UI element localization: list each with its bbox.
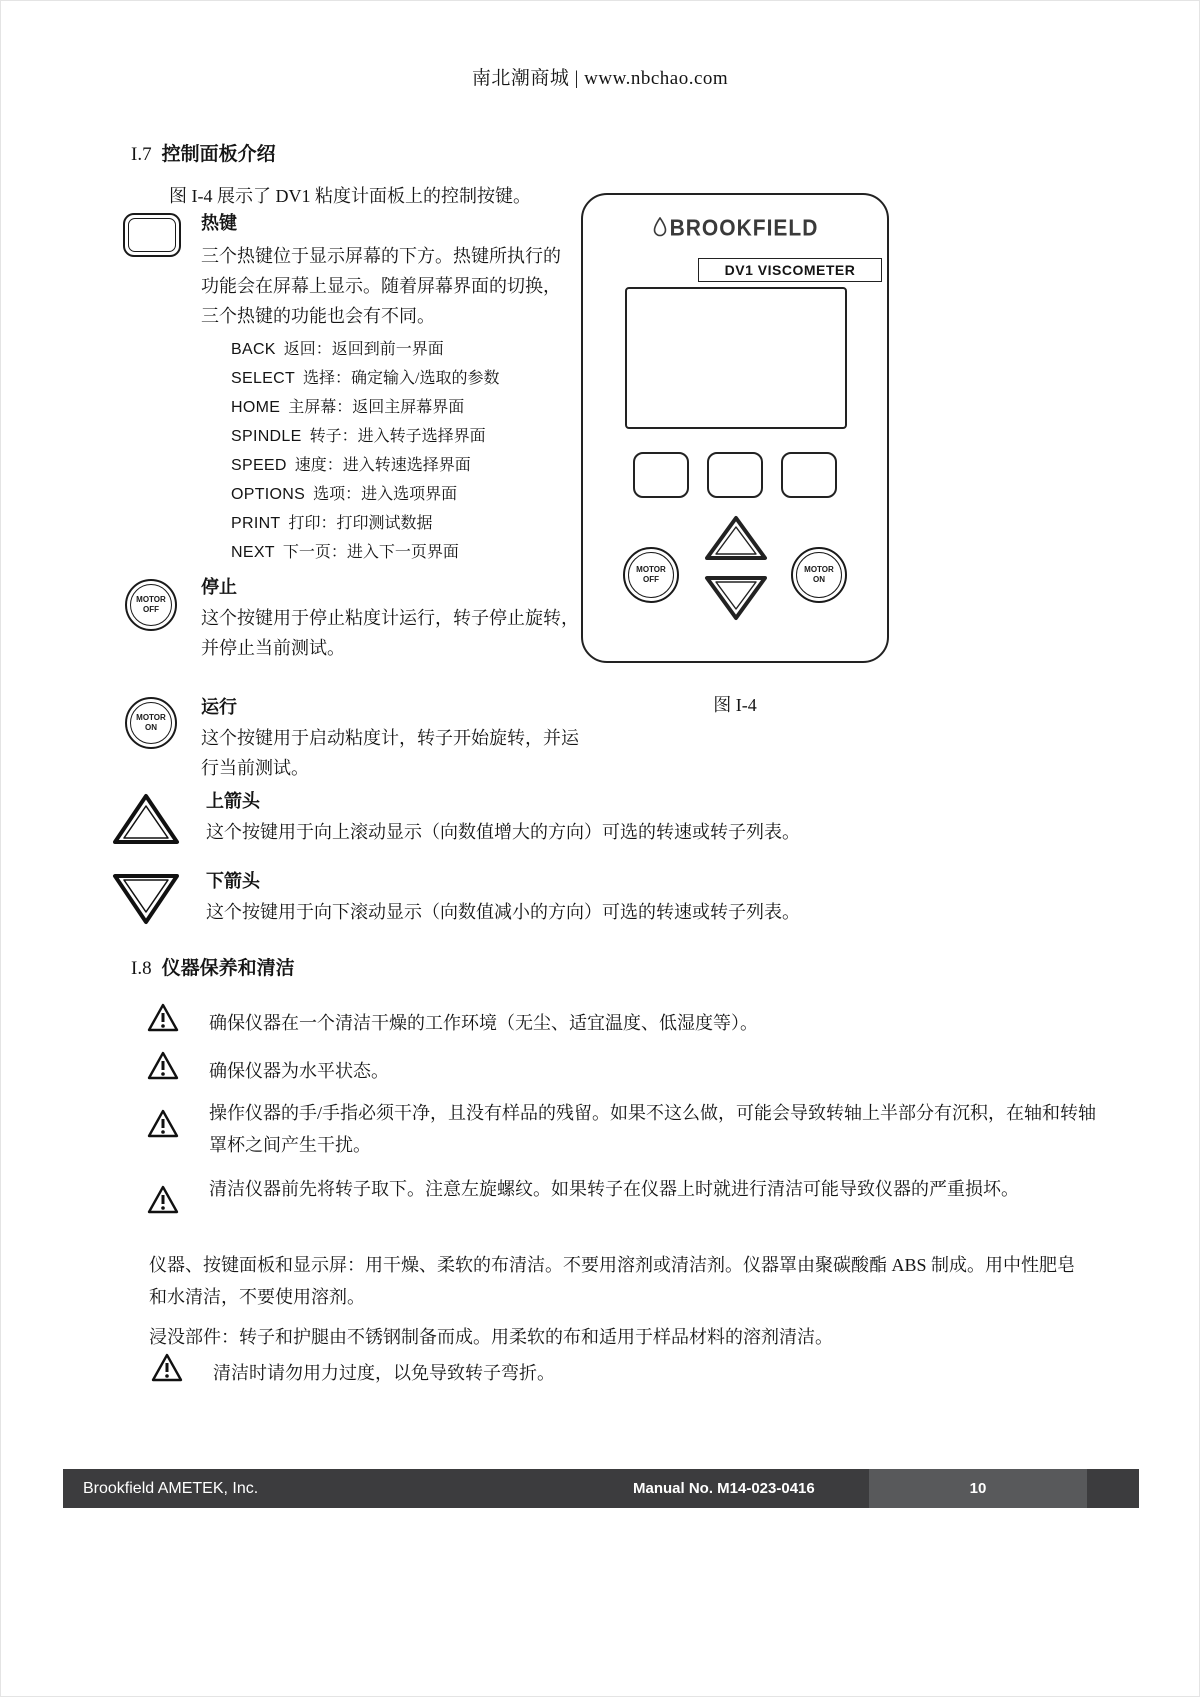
warning-text-1: 确保仪器在一个清洁干燥的工作环境（无尘、适宜温度、低湿度等）。 [209, 1013, 758, 1033]
hotkey-body: 三个热键位于显示屏幕的下方。热键所执行的功能会在屏幕上显示。随着屏幕界面的切换，三个热键的功能也会有不同。 [201, 246, 561, 326]
hotkey-item-options [231, 480, 500, 509]
brand-text: BROOKFIELD [669, 215, 819, 242]
hotkey-item-next [231, 538, 500, 567]
footer-company: Brookfield AMETEK, Inc. [83, 1480, 259, 1497]
down-arrow-body: 这个按键用于向下滚动显示（向数值减小的方向）可选的转速或转子列表。 [206, 902, 800, 922]
hotkey-item-print [231, 509, 500, 538]
up-arrow-body: 这个按键用于向上滚动显示（向数值增大的方向）可选的转速或转子列表。 [206, 822, 800, 842]
stop-title: 停止 [201, 577, 237, 597]
run-body: 这个按键用于启动粘度计，转子开始旋转，并运行当前测试。 [201, 728, 579, 778]
down-arrow-margin-icon [111, 871, 181, 927]
up-arrow-margin-icon [111, 791, 181, 847]
hotkey-desc: 主屏幕：返回主屏幕界面 [288, 399, 465, 416]
motor-off-margin-icon [125, 579, 177, 631]
section-7-heading [131, 139, 276, 166]
motor-off-button[interactable] [623, 547, 679, 603]
site-header: 南北潮商城 | www.nbchao.com [471, 68, 729, 89]
down-arrow-key[interactable] [703, 573, 769, 623]
hotkey-key: SPEED [231, 457, 287, 474]
down-arrow-title: 下箭头 [206, 871, 260, 891]
hotkey-item-home [231, 393, 500, 422]
hotkey-key: OPTIONS [231, 486, 306, 503]
hotkey-desc: 选择：确定输入/选取的参数 [303, 370, 500, 387]
hotkey-item-spindle [231, 422, 500, 451]
run-title: 运行 [201, 697, 237, 717]
motor-on-button[interactable] [791, 547, 847, 603]
display-screen [625, 287, 847, 429]
warning-icon [147, 1051, 179, 1081]
warning-icon [151, 1353, 183, 1383]
hotkey-list [231, 335, 500, 567]
softkey-button-1[interactable] [633, 452, 689, 498]
model-label: DV1 VISCOMETER [698, 258, 882, 282]
warning-text-2: 确保仪器为水平状态。 [209, 1061, 389, 1081]
section-8-number: I.8 [131, 958, 152, 979]
hotkey-desc: 打印：打印测试数据 [288, 515, 433, 532]
hotkey-key: SPINDLE [231, 428, 302, 445]
figure-caption: 图 I-4 [713, 695, 757, 715]
hotkey-desc: 速度：进入转速选择界面 [294, 457, 471, 474]
section-8-heading [131, 953, 295, 980]
hotkey-key: NEXT [231, 544, 275, 561]
hotkey-desc: 下一页：进入下一页界面 [282, 544, 459, 561]
warning-text-3: 操作仪器的手/手指必须干净，且没有样品的残留。如果不这么做，可能会导致转轴上半部分有沉积，在轴和转轴罩杯之间产生干扰。 [209, 1103, 1096, 1155]
motor-on-label: MOTOR ON [804, 565, 834, 584]
hotkey-desc: 转子：进入转子选择界面 [309, 428, 486, 445]
care-paragraph-1: 仪器、按键面板和显示屏：用干燥、柔软的布清洁。不要用溶剂或清洁剂。仪器罩由聚碳酸酯 ABS 制成。用中性肥皂和水清洁，不要使用溶剂。 [149, 1255, 1076, 1307]
warning-text-4: 清洁仪器前先将转子取下。注意左旋螺纹。如果转子在仪器上时就进行清洁可能导致仪器的严重损坏。 [209, 1179, 1019, 1199]
logo-drop-icon [652, 217, 668, 237]
hotkey-key: SELECT [231, 370, 296, 387]
hotkey-item-speed [231, 451, 500, 480]
up-arrow-title: 上箭头 [206, 791, 260, 811]
hotkey-desc: 返回：返回到前一界面 [283, 341, 444, 358]
motor-off-label: MOTOR OFF [636, 565, 666, 584]
footer-manual-number: Manual No. M14-023-0416 [633, 1480, 815, 1497]
care-paragraph-2: 浸没部件：转子和护腿由不锈钢制备而成。用柔软的布和适用于样品材料的溶剂清洁。 [149, 1327, 833, 1347]
section-8-title: 仪器保养和清洁 [161, 958, 295, 979]
hotkey-button-icon-inner [128, 218, 176, 252]
motor-on-margin-icon [125, 697, 177, 749]
section-7-number: I.7 [131, 144, 152, 165]
motor-on-margin-label: MOTOR ON [136, 713, 166, 732]
softkey-button-2[interactable] [707, 452, 763, 498]
warning-icon [147, 1109, 179, 1139]
hotkey-button-icon [123, 213, 181, 257]
brand-logo [583, 217, 887, 241]
hotkey-key: BACK [231, 341, 276, 358]
up-arrow-key[interactable] [703, 513, 769, 563]
footer-page-number: 10 [869, 1469, 1087, 1508]
warning-icon [147, 1003, 179, 1033]
stop-body: 这个按键用于停止粘度计运行，转子停止旋转，并停止当前测试。 [201, 608, 579, 658]
hotkey-title: 热键 [201, 213, 237, 233]
softkey-button-3[interactable] [781, 452, 837, 498]
hotkey-item-back [231, 335, 500, 364]
section-7-intro: 图 I-4 展示了 DV1 粘度计面板上的控制按键。 [169, 186, 531, 206]
hotkey-key: PRINT [231, 515, 281, 532]
warning-icon [147, 1185, 179, 1215]
hotkey-item-select [231, 364, 500, 393]
viscometer-front-panel-figure [581, 193, 889, 663]
footer-bar [63, 1469, 1139, 1508]
hotkey-desc: 选项：进入选项界面 [313, 486, 458, 503]
motor-off-margin-label: MOTOR OFF [136, 595, 166, 614]
final-warning-text: 清洁时请勿用力过度，以免导致转子弯折。 [213, 1363, 555, 1383]
hotkey-key: HOME [231, 399, 281, 416]
section-7-title: 控制面板介绍 [161, 144, 276, 165]
